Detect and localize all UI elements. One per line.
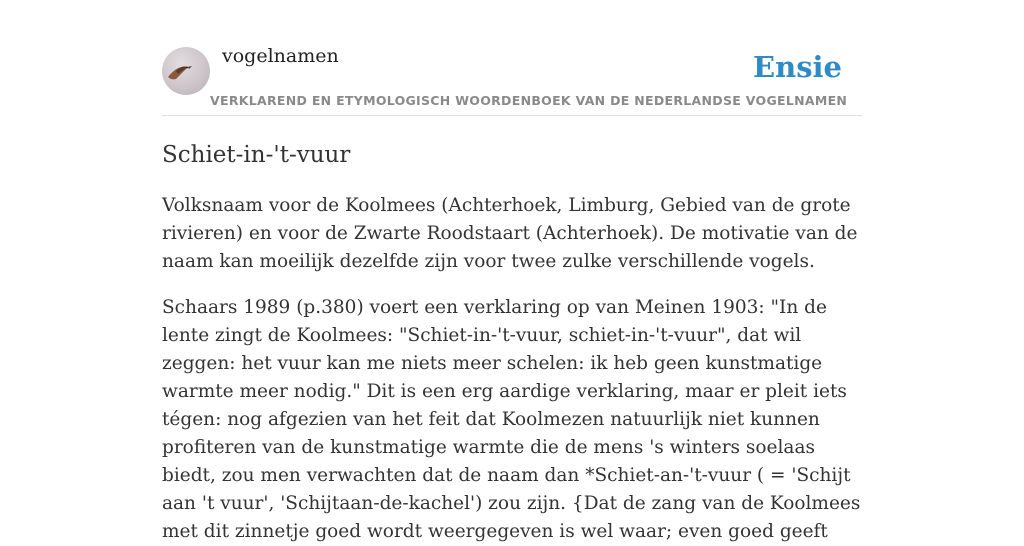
content-container	[162, 0, 862, 546]
article-paragraph-2: Schaars 1989 (p.380) voert een verklaring op van Meinen 1903: "In de lente zingt de Koolmees: "Schiet-in-'t-vuur, schiet-in-'t-vuur", dat wil zeggen: het vuur kan me niets meer schelen: ik heb geen kunstmatige warmte meer nodig." Dit is een erg aardige verklaring, maar er pleit iets tégen: nog afgezien van het feit dat Koolmezen natuurlijk niet kunnen profiteren van de kunstmatige warmte die de mens 's winters soelaas biedt, zou men verwachten dat de naam dan *Schiet-an-'t-vuur ( = 'Schijt aan 't vuur', 'Schijtaan-de-kachel') zou zijn. {Dat de zang van de Koolmees met dit zinnetje goed wordt weergegeven is wel waar; even goed geeft	[162, 297, 861, 542]
site-name-link[interactable]: vogelnamen	[222, 45, 339, 67]
ensie-logo[interactable]: Ensie	[753, 50, 842, 84]
site-subtitle: VERKLAREND EN ETYMOLOGISCH WOORDENBOEK VAN DE NEDERLANDSE VOGELNAMEN	[210, 93, 848, 108]
avatar[interactable]	[162, 47, 210, 95]
bird-photo-icon	[162, 47, 210, 95]
article-paragraph-1: Volksnaam voor de Koolmees (Achterhoek, Limburg, Gebied van de grote rivieren) en voor de Zwarte Roodstaart (Achterhoek). De motivatie van de naam kan moeilijk dezelfde zijn voor twee zulke verschillende vogels.	[162, 195, 858, 272]
page-title: Schiet-in-'t-vuur	[162, 142, 351, 168]
site-header	[162, 0, 862, 116]
